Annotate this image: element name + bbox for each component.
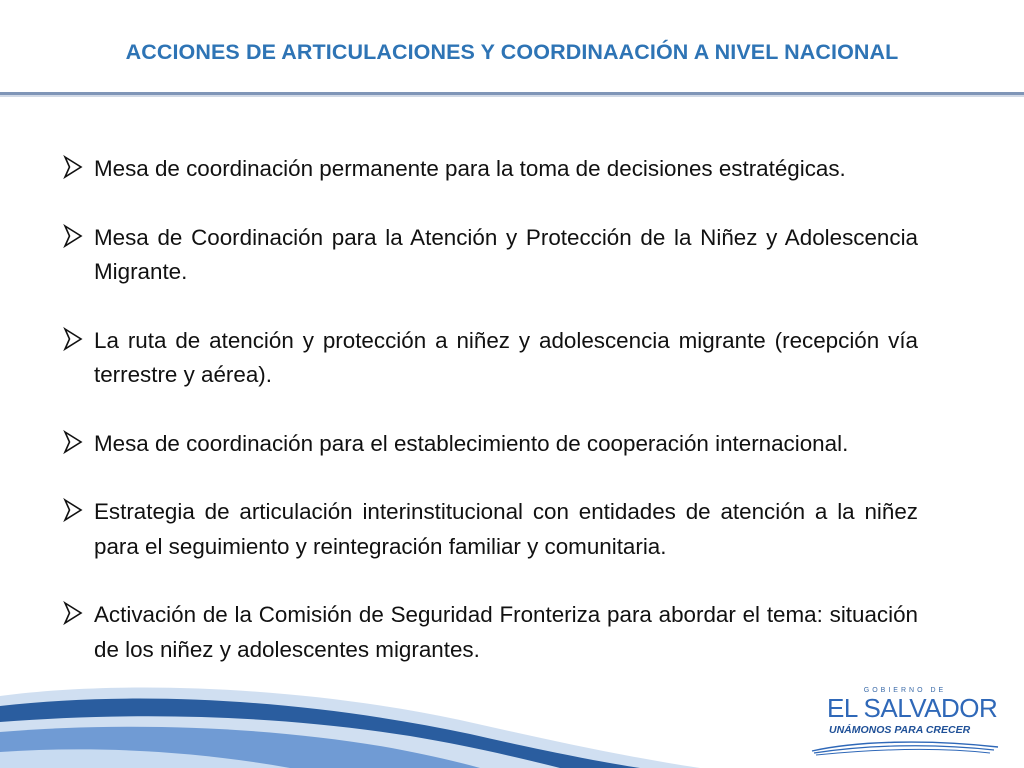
bullet-item — [62, 324, 918, 393]
logo-sub-text: UNÁMONOS PARA CRECER — [829, 724, 971, 736]
bullet-text: Mesa de coordinación para el establecimiento de cooperación internacional. — [94, 430, 849, 456]
bullet-text: La ruta de atención y protección a niñez y adolescencia migrante (recepción vía terrestre y aérea). — [94, 327, 918, 387]
bullet-list — [62, 152, 918, 701]
arrow-bullet-icon — [63, 600, 83, 626]
slide-title: ACCIONES DE ARTICULACIONES Y COORDINAACIÓN A NIVEL NACIONAL — [125, 40, 899, 64]
arrow-bullet-icon — [63, 154, 83, 180]
arrow-bullet-icon — [63, 326, 83, 352]
bullet-item — [62, 152, 918, 187]
arrow-bullet-icon — [63, 223, 83, 249]
logo-swoosh-icon — [806, 733, 1006, 757]
title-divider-shadow — [0, 95, 1024, 97]
arrow-bullet-icon — [63, 429, 83, 455]
el-salvador-logo — [806, 687, 1006, 759]
bullet-item — [62, 221, 918, 290]
bullet-text: Mesa de Coordinación para la Atención y Protección de la Niñez y Adolescencia Migrante. — [94, 224, 918, 284]
bullet-item — [62, 495, 918, 564]
bullet-item — [62, 427, 918, 462]
bullet-item — [62, 598, 918, 667]
bullet-text: Mesa de coordinación permanente para la toma de decisiones estratégicas. — [94, 156, 846, 181]
logo-main-text: EL SALVADOR — [827, 693, 998, 723]
logo-top-text: GOBIERNO DE — [863, 687, 947, 694]
bullet-text: Activación de la Comisión de Seguridad Fronteriza para abordar el tema: situación de los niñez y adolescentes migrantes. — [94, 602, 918, 662]
bullet-text: Estrategia de articulación interinstitucional con entidades de atención a la niñez para el seguimiento y reintegración familiar y comunitaria. — [94, 499, 918, 559]
arrow-bullet-icon — [63, 497, 83, 523]
